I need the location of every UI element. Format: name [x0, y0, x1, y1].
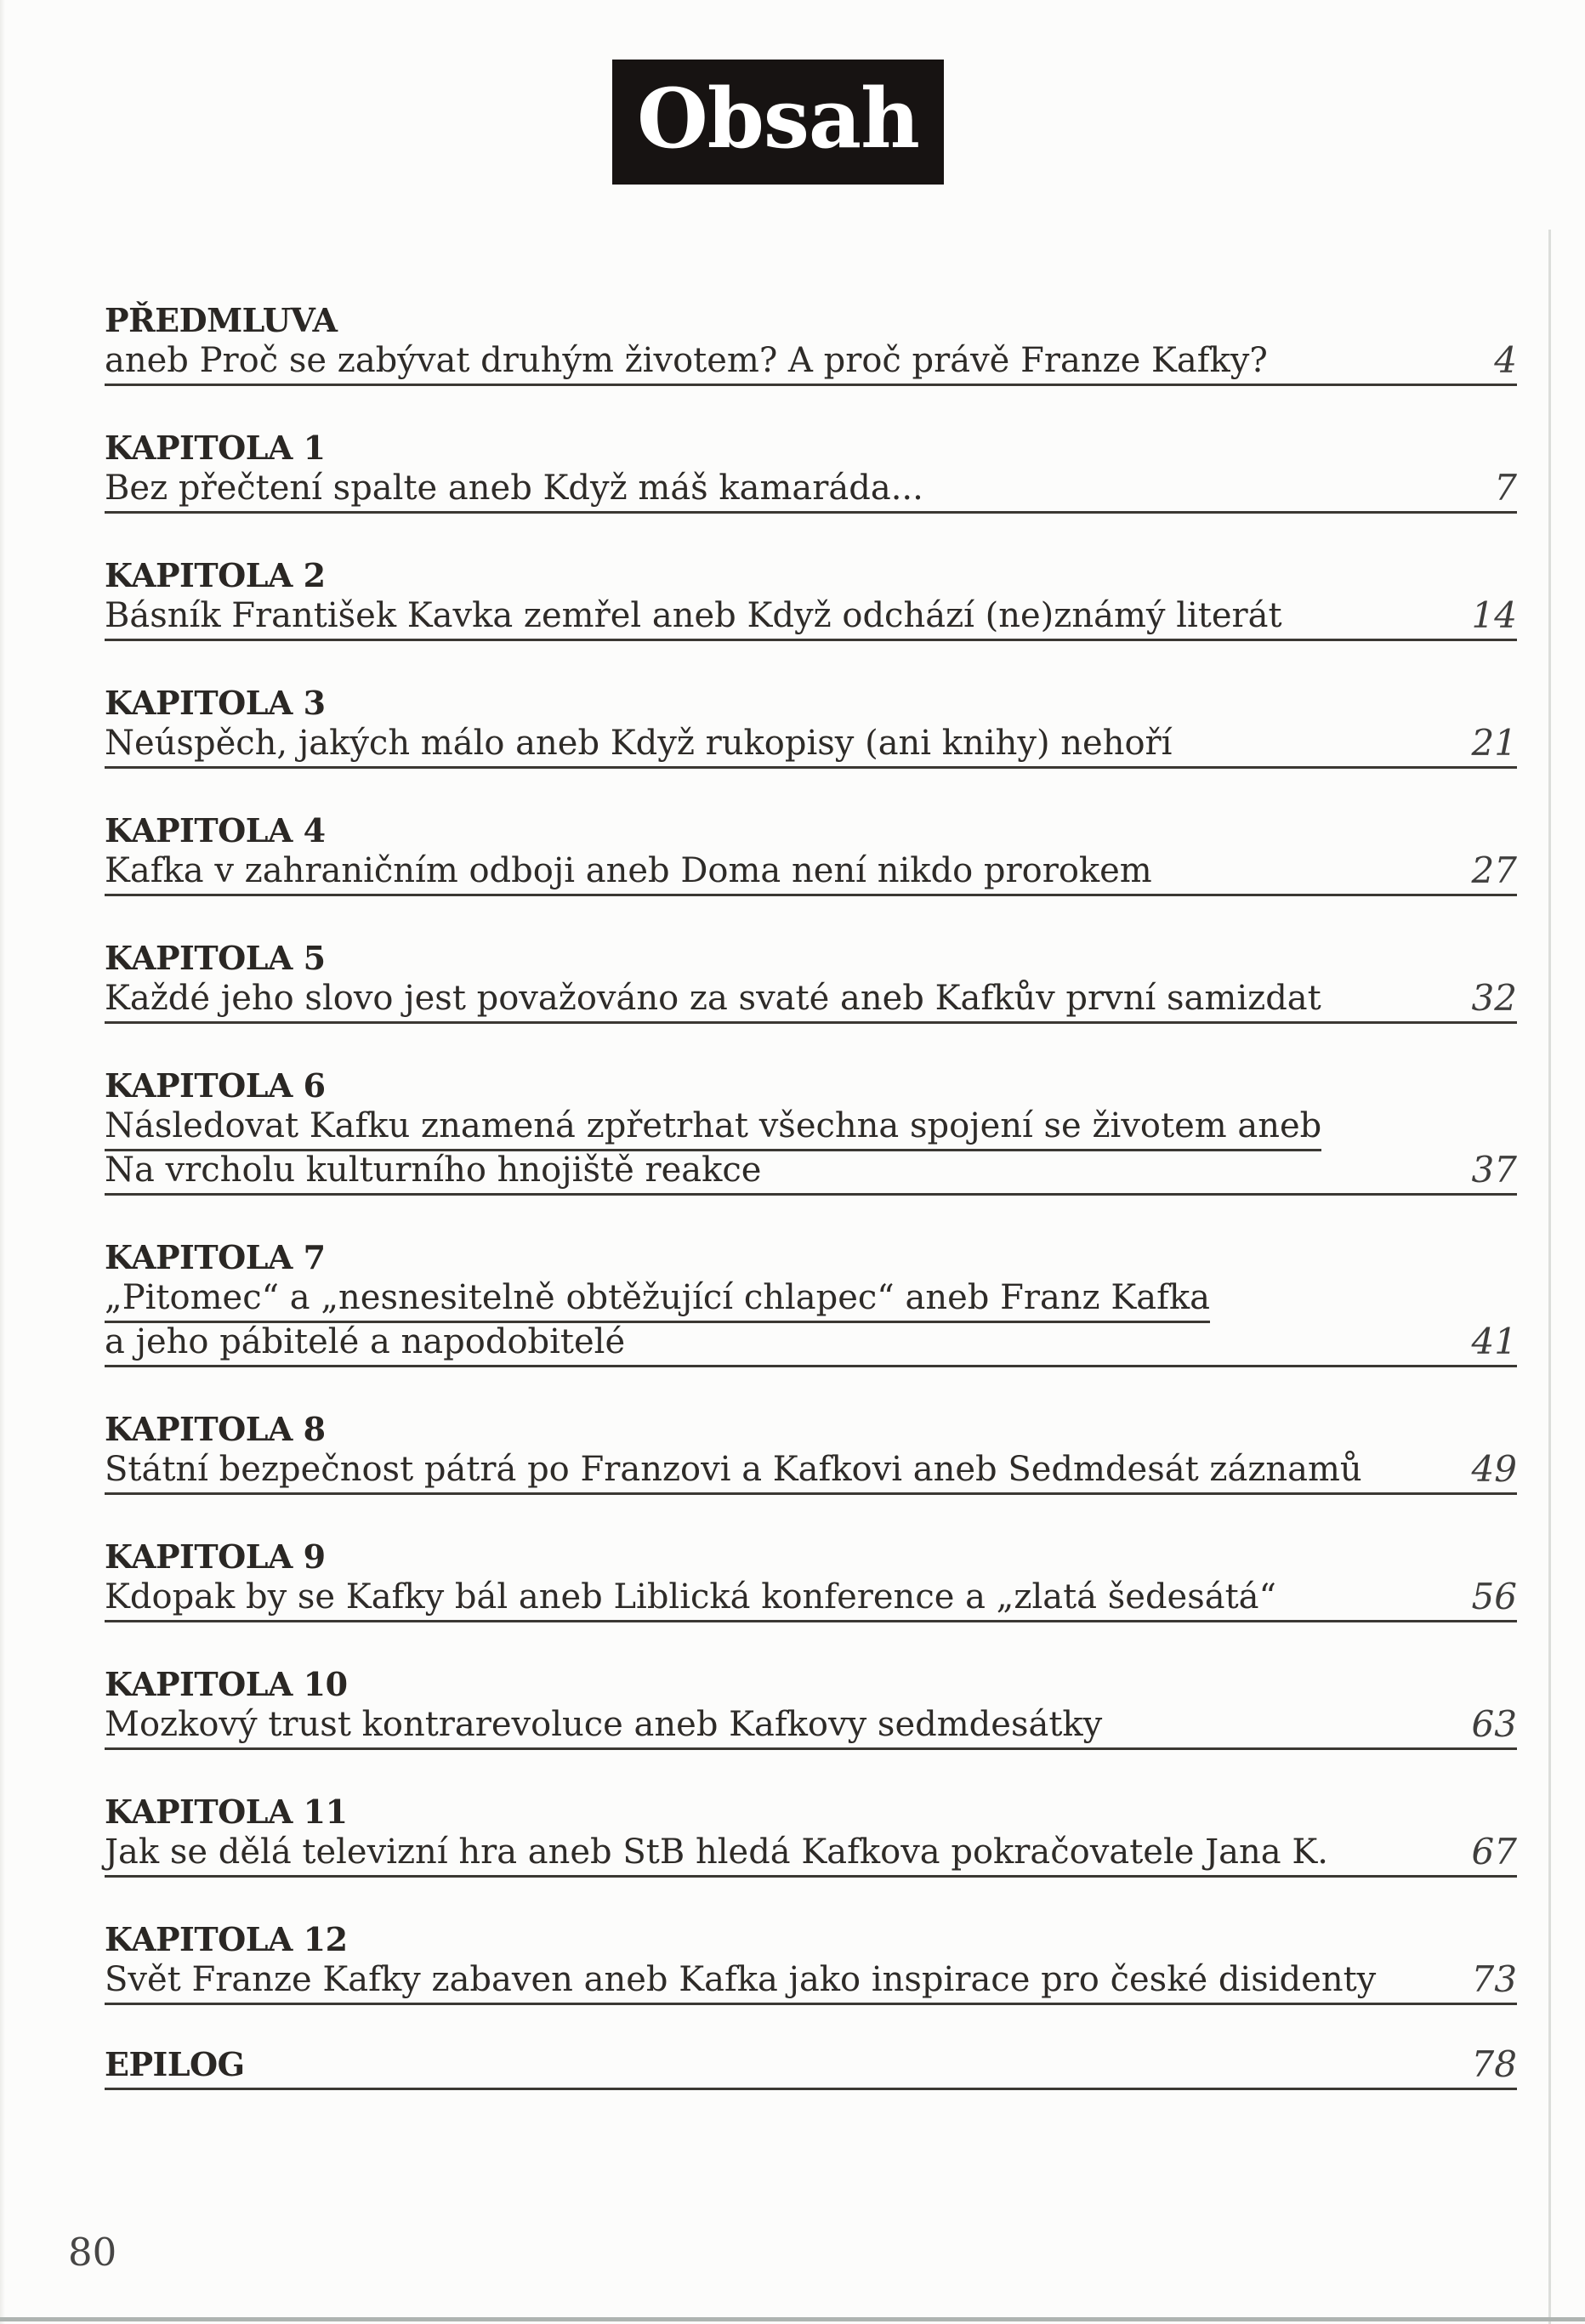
toc-entry: [105, 1536, 1517, 1622]
toc-entry-title: Neúspěch, jakých málo aneb Když rukopisy (ani knihy) nehoří: [105, 724, 1173, 763]
toc-entry-title: Každé jeho slovo jest považováno za svaté aneb Kafkův první samizdat: [105, 979, 1321, 1018]
toc-entry: [105, 682, 1517, 769]
toc-entry: [105, 299, 1517, 386]
toc-entry-row: [105, 1578, 1517, 1622]
toc-entry-heading: KAPITOLA 2: [105, 556, 326, 594]
scan-left-edge: [0, 0, 5, 2324]
toc-entry-row: [105, 1958, 1517, 2005]
toc-entry: [105, 1918, 1517, 2005]
toc-entry: [105, 1065, 1517, 1196]
toc-entry-title: Mozkový trust kontrarevoluce aneb Kafkovy sedmdesátky: [105, 1705, 1103, 1744]
page-title-box: [612, 60, 944, 185]
toc-entry-title: Básník František Kavka zemřel aneb Když odchází (ne)známý literát: [105, 596, 1282, 635]
toc-entry-title: a jeho pábitelé a napodobitelé: [105, 1322, 626, 1361]
toc-entry-page-number: 4: [1494, 339, 1517, 381]
toc-entry-title: Následovat Kafku znamená zpřetrhat všechna spojení se životem aneb: [105, 1107, 1321, 1151]
toc-entry: [105, 1663, 1517, 1750]
toc-entry-heading: KAPITOLA 9: [105, 1537, 326, 1576]
toc-entry-heading: KAPITOLA 7: [105, 1238, 326, 1276]
toc-entry-row: [105, 724, 1517, 769]
toc-entry-row: [105, 849, 1517, 896]
toc-entry: [105, 937, 1517, 1024]
table-of-contents: [105, 299, 1517, 2131]
scan-bottom-edge: [0, 2317, 1585, 2321]
toc-entry: [105, 427, 1517, 514]
toc-entry-title: Na vrcholu kulturního hnojiště reakce: [105, 1151, 762, 1190]
toc-entry-page-number: 67: [1471, 1831, 1517, 1872]
toc-entry-row: [105, 977, 1517, 1024]
toc-entry-title: Jak se dělá televizní hra aneb StB hledá Kafkova pokračovatele Jana K.: [105, 1832, 1328, 1872]
toc-entry: [105, 810, 1517, 896]
toc-entry-row: [105, 339, 1517, 386]
toc-entry-page-number: 37: [1471, 1149, 1517, 1190]
toc-entry-page-number: 56: [1471, 1576, 1517, 1617]
toc-entry-heading: EPILOG: [105, 2045, 245, 2083]
toc-entry-row: [105, 1107, 1517, 1151]
toc-entry-title: „Pitomec“ a „nesnesitelně obtěžující chlapec“ aneb Franz Kafka: [105, 1279, 1210, 1323]
toc-entry-row: [105, 1448, 1517, 1495]
toc-entry: [105, 1791, 1517, 1878]
toc-entry-row: [105, 1279, 1517, 1323]
toc-entry-title: aneb Proč se zabývat druhým životem? A proč právě Franze Kafky?: [105, 341, 1268, 380]
toc-entry-heading: KAPITOLA 4: [105, 811, 326, 849]
page-title: Obsah: [637, 70, 919, 167]
toc-entry: [105, 1236, 1517, 1367]
toc-entry-page-number: 14: [1471, 594, 1517, 636]
toc-entry-row: [105, 469, 1517, 514]
toc-entry-row: [105, 1151, 1517, 1196]
toc-entry-heading: KAPITOLA 11: [105, 1793, 348, 1831]
toc-entry-page-number: 41: [1471, 1321, 1517, 1362]
toc-entry-heading: KAPITOLA 10: [105, 1665, 348, 1703]
toc-entry: [105, 2043, 1517, 2090]
page-footer-number: 80: [68, 2230, 117, 2275]
toc-entry-title: Kdopak by se Kafky bál aneb Liblická konference a „zlatá šedesátá“: [105, 1577, 1276, 1617]
toc-entry-page-number: 73: [1471, 1958, 1517, 2000]
toc-entry-page-number: 49: [1471, 1448, 1517, 1490]
scan-right-edge: [1548, 230, 1551, 2324]
toc-entry-heading: KAPITOLA 5: [105, 939, 326, 977]
toc-entry-row: [105, 1703, 1517, 1750]
toc-entry-title: Svět Franze Kafky zabaven aneb Kafka jako inspirace pro české disidenty: [105, 1960, 1377, 1999]
toc-entry-page-number: 7: [1494, 467, 1517, 509]
toc-entry: [105, 554, 1517, 641]
toc-entry-page-number: 21: [1471, 722, 1517, 764]
toc-entry-row: [105, 1833, 1517, 1878]
toc-entry-heading: KAPITOLA 3: [105, 684, 326, 722]
toc-entry-heading: KAPITOLA 8: [105, 1410, 326, 1448]
toc-entry-title: Bez přečtení spalte aneb Když máš kamaráda...: [105, 469, 923, 508]
toc-entry-page-number: 78: [1471, 2043, 1517, 2085]
toc-entry-row: [105, 594, 1517, 641]
toc-entry-page-number: 27: [1471, 849, 1517, 891]
toc-entry-heading: PŘEDMLUVA: [105, 301, 338, 339]
toc-entry-heading: KAPITOLA 6: [105, 1066, 326, 1105]
toc-entry-title: Kafka v zahraničním odboji aneb Doma není nikdo prorokem: [105, 851, 1152, 890]
toc-entry-row: [105, 1323, 1517, 1367]
toc-entry-title: Státní bezpečnost pátrá po Franzovi a Kafkovi aneb Sedmdesát záznamů: [105, 1450, 1362, 1489]
toc-entry-row: [105, 2043, 1517, 2090]
toc-entry-heading: KAPITOLA 1: [105, 429, 326, 467]
toc-entry-page-number: 32: [1471, 977, 1517, 1019]
toc-entry-heading: KAPITOLA 12: [105, 1920, 348, 1958]
toc-entry: [105, 1408, 1517, 1495]
toc-entry-page-number: 63: [1471, 1703, 1517, 1745]
